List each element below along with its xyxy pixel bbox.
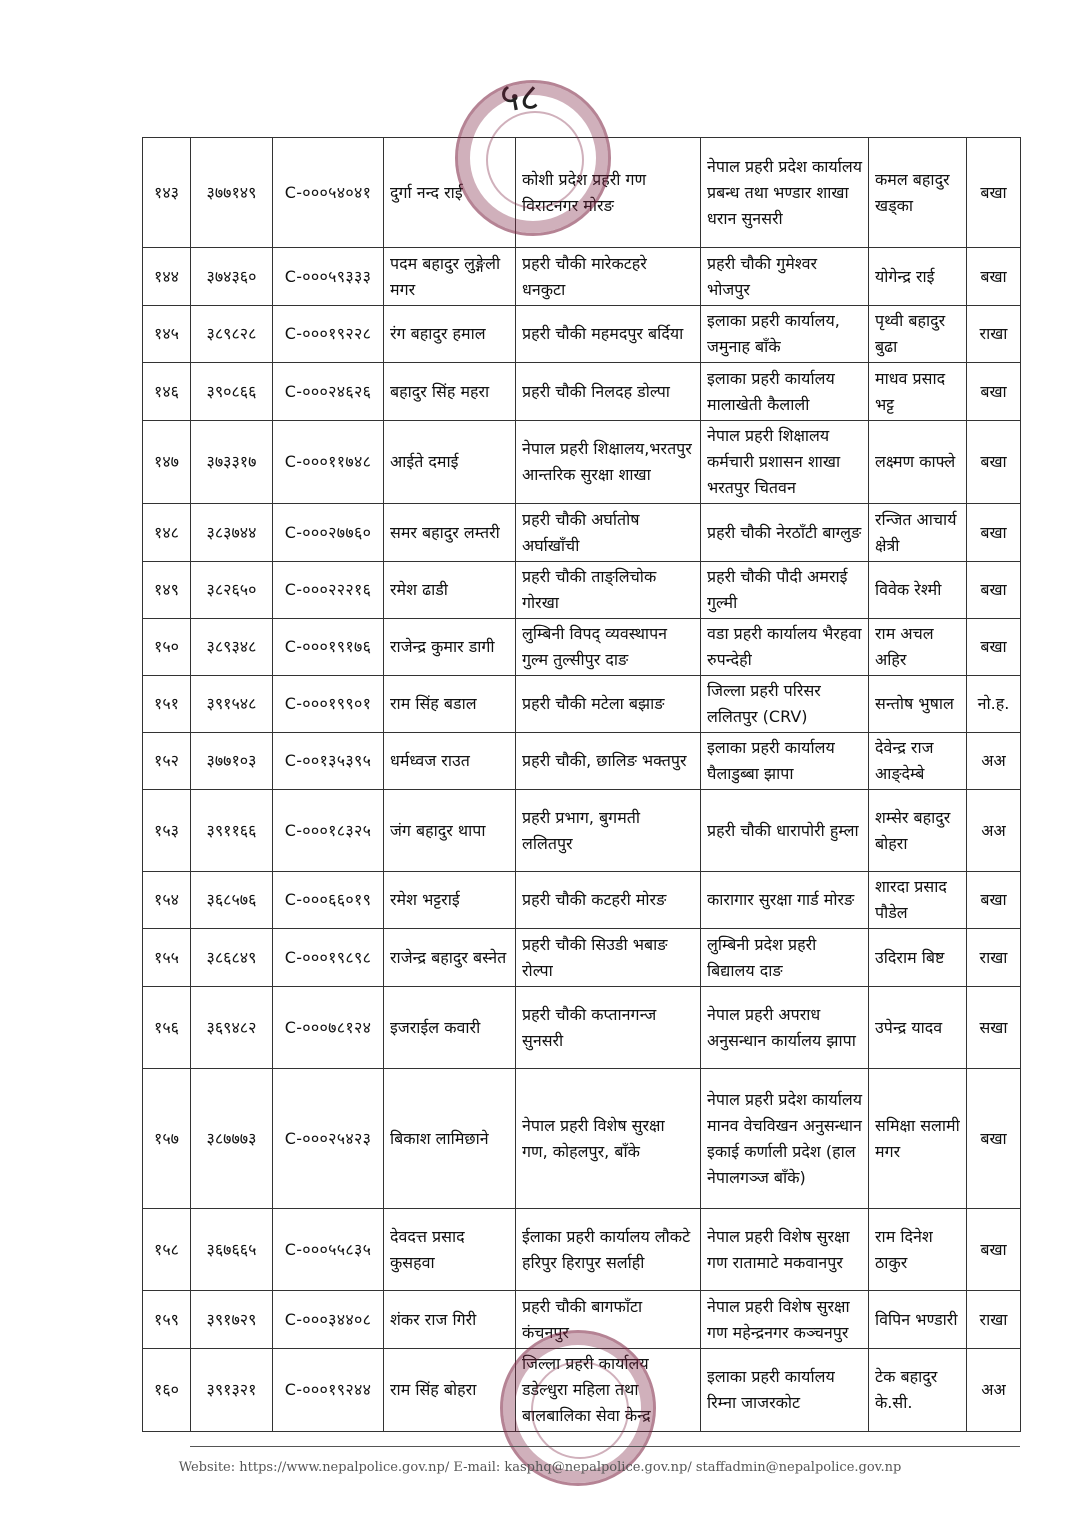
current-posting-cell: प्रहरी चौकी सिउडी भबाङ रोल्पा [516,929,701,987]
remark-cell: बखा [967,248,1021,306]
current-posting-cell: प्रहरी चौकी महमदपुर बर्दिया [516,306,701,363]
name-cell: राम सिंह बोहरा [384,1349,516,1432]
transfer-table [142,137,1021,1432]
swap-name-cell: पृथ्वी बहादुर बुढा [869,306,967,363]
current-posting-cell: प्रहरी चौकी मारेकटहरे धनकुटा [516,248,701,306]
remark-cell: बखा [967,138,1021,248]
employee-number-cell: ३७३३१७ [191,421,273,504]
new-posting-cell: प्रहरी चौकी नेरठाँटी बाग्लुङ [701,504,869,562]
new-posting-cell: नेपाल प्रहरी अपराध अनुसन्धान कार्यालय झापा [701,987,869,1069]
new-posting-cell: कारागार सुरक्षा गार्ड मोरङ [701,872,869,929]
swap-name-cell: शम्सेर बहादुर बोहरा [869,790,967,872]
employee-number-cell: ३८३७४४ [191,504,273,562]
name-cell: आईते दमाई [384,421,516,504]
new-posting-cell: जिल्ला प्रहरी परिसर ललितपुर (CRV) [701,676,869,733]
serial-number-cell: १४९ [143,562,191,619]
serial-number-cell: १४५ [143,306,191,363]
name-cell: धर्मध्वज राउत [384,733,516,790]
current-posting-cell: ईलाका प्रहरी कार्यालय लौकटे हरिपुर हिरापुर सर्लाही [516,1209,701,1291]
new-posting-cell: प्रहरी चौकी धारापोरी हुम्ला [701,790,869,872]
current-posting-cell: लुम्बिनी विपद् व्यवस्थापन गुल्म तुल्सीपुर दाङ [516,619,701,676]
code-number-cell: C-०००३४४०८ [273,1291,384,1349]
name-cell: दुर्गा नन्द राई [384,138,516,248]
employee-number-cell: ३६७६६५ [191,1209,273,1291]
employee-number-cell: ३८९३४८ [191,619,273,676]
table-row [143,1069,1021,1209]
name-cell: राजेन्द्र कुमार डागी [384,619,516,676]
swap-name-cell: माधव प्रसाद भट्ट [869,363,967,421]
table-row [143,306,1021,363]
serial-number-cell: १५६ [143,987,191,1069]
employee-number-cell: ३८७७७३ [191,1069,273,1209]
footer-contact: Website: https://www.nepalpolice.gov.np/ E-mail: kasphq@nepalpolice.gov.np/ staffadmin@nepalpolice.gov.np [178,1460,902,1475]
remark-cell: बखा [967,504,1021,562]
employee-number-cell: ३७७१४९ [191,138,273,248]
current-posting-cell: प्रहरी चौकी, छालिङ भक्तपुर [516,733,701,790]
new-posting-cell: इलाका प्रहरी कार्यालय, जमुनाह बाँके [701,306,869,363]
remark-cell: राखा [967,1291,1021,1349]
name-cell: बहादुर सिंह महरा [384,363,516,421]
name-cell: रमेश भट्टराई [384,872,516,929]
serial-number-cell: १५२ [143,733,191,790]
remark-cell: बखा [967,363,1021,421]
code-number-cell: C-०००७८१२४ [273,987,384,1069]
new-posting-cell: नेपाल प्रहरी शिक्षालय कर्मचारी प्रशासन शाखा भरतपुर चितवन [701,421,869,504]
remark-cell: राखा [967,306,1021,363]
remark-cell: बखा [967,872,1021,929]
swap-name-cell: टेक बहादुर के.सी. [869,1349,967,1432]
code-number-cell: C-०००११७४८ [273,421,384,504]
table-row [143,421,1021,504]
employee-number-cell: ३८९८२८ [191,306,273,363]
table-row [143,929,1021,987]
code-number-cell: C-०००२५४२३ [273,1069,384,1209]
code-number-cell: C-०००१९८९८ [273,929,384,987]
remark-cell: नो.ह. [967,676,1021,733]
footer-divider [190,1446,1020,1447]
code-number-cell: C-०००१८३२५ [273,790,384,872]
serial-number-cell: १५१ [143,676,191,733]
code-number-cell: C-०००१९१७६ [273,619,384,676]
remark-cell: सखा [967,987,1021,1069]
current-posting-cell: प्रहरी प्रभाग, बुगमती ललितपुर [516,790,701,872]
table-row [143,504,1021,562]
swap-name-cell: उदिराम बिष्ट [869,929,967,987]
code-number-cell: C-०००२४६२६ [273,363,384,421]
serial-number-cell: १६० [143,1349,191,1432]
new-posting-cell: इलाका प्रहरी कार्यालय मालाखेती कैलाली [701,363,869,421]
serial-number-cell: १४७ [143,421,191,504]
swap-name-cell: कमल बहादुर खड्का [869,138,967,248]
name-cell: देवदत्त प्रसाद कुसहवा [384,1209,516,1291]
table-row [143,1209,1021,1291]
new-posting-cell: इलाका प्रहरी कार्यालय रिम्ना जाजरकोट [701,1349,869,1432]
remark-cell: अअ [967,790,1021,872]
employee-number-cell: ३९०८६६ [191,363,273,421]
employee-number-cell: ३९१३२१ [191,1349,273,1432]
employee-number-cell: ३७७१०३ [191,733,273,790]
swap-name-cell: समिक्षा सलामी मगर [869,1069,967,1209]
current-posting-cell: नेपाल प्रहरी शिक्षालय,भरतपुर आन्तरिक सुरक्षा शाखा [516,421,701,504]
name-cell: शंकर राज गिरी [384,1291,516,1349]
code-number-cell: C-०००२७७६० [273,504,384,562]
serial-number-cell: १५८ [143,1209,191,1291]
remark-cell: अअ [967,733,1021,790]
remark-cell: बखा [967,619,1021,676]
swap-name-cell: देवेन्द्र राज आङ्देम्बे [869,733,967,790]
table-row [143,248,1021,306]
current-posting-cell: कोशी प्रदेश प्रहरी गण विराटनगर मोरङ [516,138,701,248]
code-number-cell: C-०००१९९०१ [273,676,384,733]
swap-name-cell: सन्तोष भुषाल [869,676,967,733]
code-number-cell: C-०००१९२४४ [273,1349,384,1432]
serial-number-cell: १४६ [143,363,191,421]
serial-number-cell: १५९ [143,1291,191,1349]
table-row [143,1291,1021,1349]
new-posting-cell: इलाका प्रहरी कार्यालय घैलाडुब्बा झापा [701,733,869,790]
swap-name-cell: उपेन्द्र यादव [869,987,967,1069]
current-posting-cell: जिल्ला प्रहरी कार्यालय डडेल्धुरा महिला तथा बालबालिका सेवा केन्द्र [516,1349,701,1432]
code-number-cell: C-०००५४०४१ [273,138,384,248]
code-number-cell: C-०००५५८३५ [273,1209,384,1291]
code-number-cell: C-०००६६०१९ [273,872,384,929]
new-posting-cell: नेपाल प्रहरी विशेष सुरक्षा गण रातामाटे मकवानपुर [701,1209,869,1291]
serial-number-cell: १४४ [143,248,191,306]
table-row [143,363,1021,421]
new-posting-cell: नेपाल प्रहरी प्रदेश कार्यालय प्रबन्ध तथा भण्डार शाखा धरान सुनसरी [701,138,869,248]
name-cell: जंग बहादुर थापा [384,790,516,872]
table-row [143,562,1021,619]
swap-name-cell: योगेन्द्र राई [869,248,967,306]
name-cell: पदम बहादुर लुङ्गेली मगर [384,248,516,306]
current-posting-cell: नेपाल प्रहरी विशेष सुरक्षा गण, कोहलपुर, बाँके [516,1069,701,1209]
code-number-cell: C-००१३५३९५ [273,733,384,790]
employee-number-cell: ३६८५७६ [191,872,273,929]
employee-number-cell: ३९१५४८ [191,676,273,733]
table-row [143,138,1021,248]
employee-number-cell: ३६९४८२ [191,987,273,1069]
code-number-cell: C-०००१९२२८ [273,306,384,363]
current-posting-cell: प्रहरी चौकी मटेला बझाङ [516,676,701,733]
employee-number-cell: ३८२६५० [191,562,273,619]
name-cell: राजेन्द्र बहादुर बस्नेत [384,929,516,987]
serial-number-cell: १५० [143,619,191,676]
table-row [143,987,1021,1069]
new-posting-cell: वडा प्रहरी कार्यालय भैरहवा रुपन्देही [701,619,869,676]
swap-name-cell: राम दिनेश ठाकुर [869,1209,967,1291]
table-row [143,733,1021,790]
table-row [143,619,1021,676]
remark-cell: अअ [967,1349,1021,1432]
employee-number-cell: ३९१७२९ [191,1291,273,1349]
current-posting-cell: प्रहरी चौकी कप्तानगन्ज सुनसरी [516,987,701,1069]
code-number-cell: C-०००२२२१६ [273,562,384,619]
employee-number-cell: ३७४३६० [191,248,273,306]
table-row [143,790,1021,872]
code-number-cell: C-०००५९३३३ [273,248,384,306]
table-row [143,676,1021,733]
current-posting-cell: प्रहरी चौकी बागफाँटा कंचनपुर [516,1291,701,1349]
name-cell: इजराईल कवारी [384,987,516,1069]
name-cell: रंग बहादुर हमाल [384,306,516,363]
current-posting-cell: प्रहरी चौकी निलदह डोल्पा [516,363,701,421]
current-posting-cell: प्रहरी चौकी कटहरी मोरङ [516,872,701,929]
current-posting-cell: प्रहरी चौकी ताङ्लिचोक गोरखा [516,562,701,619]
new-posting-cell: नेपाल प्रहरी विशेष सुरक्षा गण महेन्द्रनगर कञ्चनपुर [701,1291,869,1349]
table-row [143,1349,1021,1432]
remark-cell: बखा [967,421,1021,504]
name-cell: समर बहादुर लम्तरी [384,504,516,562]
serial-number-cell: १४८ [143,504,191,562]
employee-number-cell: ३८६८४९ [191,929,273,987]
new-posting-cell: लुम्बिनी प्रदेश प्रहरी बिद्यालय दाङ [701,929,869,987]
swap-name-cell: शारदा प्रसाद पौडेल [869,872,967,929]
remark-cell: बखा [967,562,1021,619]
swap-name-cell: विपिन भण्डारी [869,1291,967,1349]
new-posting-cell: नेपाल प्रहरी प्रदेश कार्यालय मानव वेचविखन अनुसन्धान इकाई कर्णाली प्रदेश (हाल नेपालगञ्ज बाँके) [701,1069,869,1209]
remark-cell: राखा [967,929,1021,987]
remark-cell: बखा [967,1069,1021,1209]
swap-name-cell: राम अचल अहिर [869,619,967,676]
current-posting-cell: प्रहरी चौकी अर्घातोष अर्घाखाँची [516,504,701,562]
serial-number-cell: १५७ [143,1069,191,1209]
swap-name-cell: लक्ष्मण काफ्ले [869,421,967,504]
new-posting-cell: प्रहरी चौकी पौदी अमराई गुल्मी [701,562,869,619]
serial-number-cell: १५५ [143,929,191,987]
remark-cell: बखा [967,1209,1021,1291]
page-number-handwritten: ५८ [500,75,540,119]
employee-number-cell: ३९११६६ [191,790,273,872]
serial-number-cell: १५३ [143,790,191,872]
name-cell: राम सिंह बडाल [384,676,516,733]
swap-name-cell: विवेक रेश्मी [869,562,967,619]
name-cell: बिकाश लामिछाने [384,1069,516,1209]
serial-number-cell: १५४ [143,872,191,929]
swap-name-cell: रन्जित आचार्य क्षेत्री [869,504,967,562]
table-row [143,872,1021,929]
new-posting-cell: प्रहरी चौकी गुमेश्वर भोजपुर [701,248,869,306]
serial-number-cell: १४३ [143,138,191,248]
name-cell: रमेश ढाडी [384,562,516,619]
